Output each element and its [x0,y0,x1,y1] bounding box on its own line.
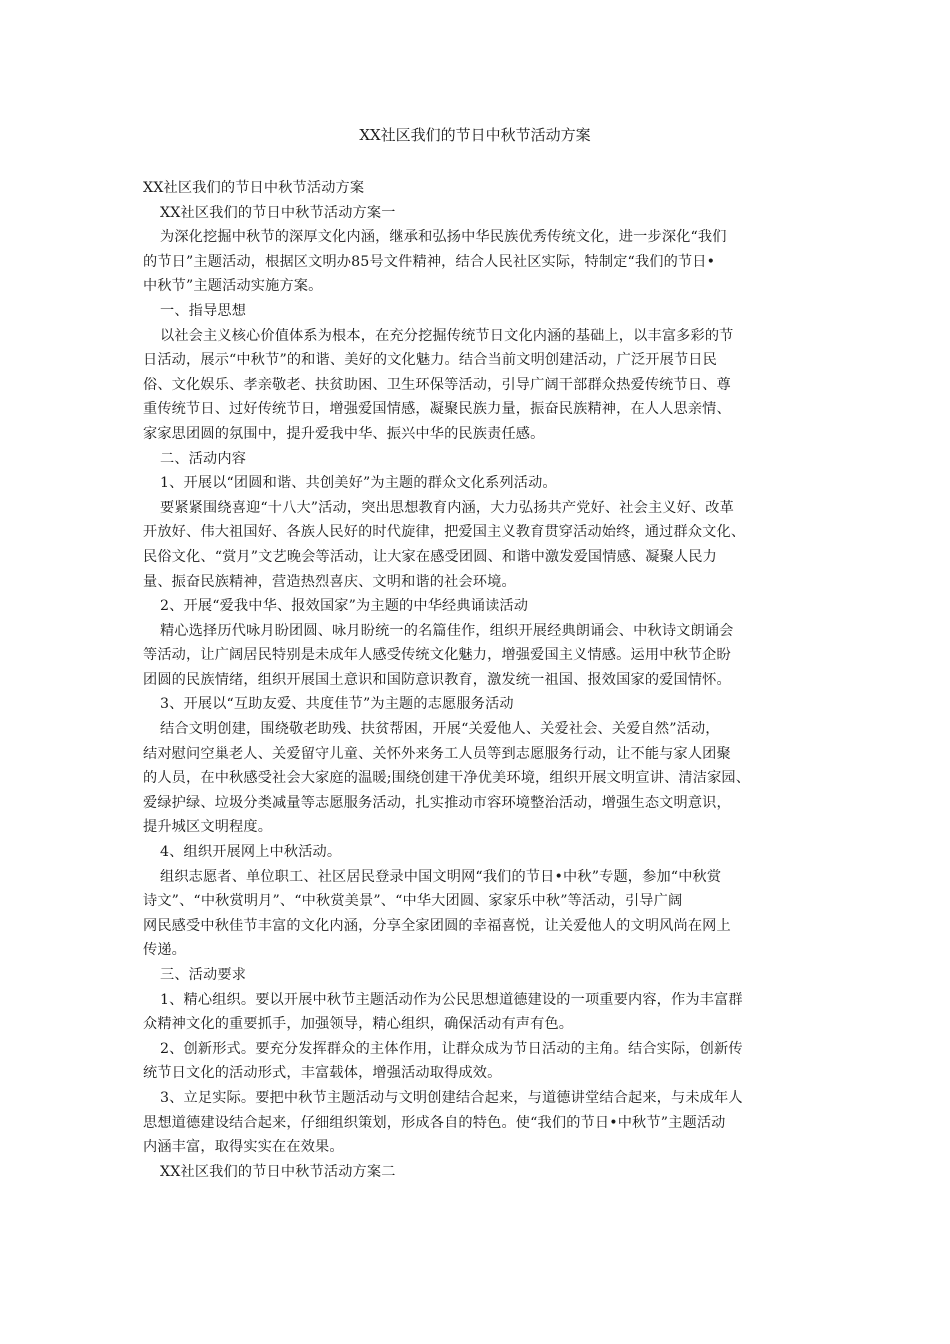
text-line: 4、组织开展网上中秋活动。 [160,844,342,861]
text-line: 要紧紧围绕喜迎“十八大”活动，突出思想教育内涵，大力弘扬共产党好、社会主义好、改革 [160,499,734,516]
text-line: 1、开展以“团圆和谐、共创美好”为主题的群众文化系列活动。 [160,475,557,492]
text-line: 结对慰问空巢老人、关爱留守儿童、关怀外来务工人员等到志愿服务行动，让不能与家人团聚 [143,745,731,762]
document-title: XX社区我们的节日中秋节活动方案 [359,126,591,144]
text-line: 传递。 [143,942,187,959]
text-line: 的节日”主题活动，根据区文明办85号文件精神，结合人民社区实际，特制定“我们的节日• [143,253,716,270]
text-line: 开放好、伟大祖国好、各族人民好的时代旋律，把爱国主义教育贯穿活动始终，通过群众文化、 [143,524,746,541]
text-line: 民俗文化、“赏月”文艺晚会等活动，让大家在感受团圆、和谐中激发爱国情感、凝聚人民力 [143,548,717,565]
text-line: 俗、文化娱乐、孝亲敬老、扶贫助困、卫生环保等活动，引导广阔干部群众热爱传统节日、尊 [143,376,731,393]
text-line: 爱绿护绿、垃圾分类减量等志愿服务活动，扎实推动市容环境整治活动，增强生态文明意识， [143,794,731,811]
text-line: 为深化挖掘中秋节的深厚文化内涵，继承和弘扬中华民族优秀传统文化，进一步深化“我们 [160,229,727,246]
text-line: 结合文明创建，围绕敬老助残、扶贫帮困，开展“关爱他人、关爱社会、关爱自然”活动， [160,721,720,738]
text-line: 中秋节”主题活动实施方案。 [143,278,323,295]
text-line: 等活动，让广阔居民特别是未成年人感受传统文化魅力，增强爱国主义情感。运用中秋节企盼 [143,647,731,664]
text-line: XX社区我们的节日中秋节活动方案二 [160,1163,396,1180]
text-line: 重传统节日、过好传统节日，增强爱国情感，凝聚民族力量，振奋民族精神，在人人思亲情、 [143,401,731,418]
text-line: 的人员，在中秋感受社会大家庭的温暖;围绕创建干净优美环境，组织开展文明宣讲、清洁家园、 [143,770,751,787]
text-line: 量、振奋民族精神，营造热烈喜庆、文明和谐的社会环境。 [143,573,516,590]
text-line: 1、精心组织。要以开展中秋节主题活动作为公民思想道德建设的一项重要内容，作为丰富群 [160,991,743,1008]
text-line: 诗文”、“中秋赏明月”、“中秋赏美景”、“中华大团圆、家家乐中秋”等活动，引导广阔 [143,893,683,910]
text-line: 家家思团圆的氛围中，提升爱我中华、振兴中华的民族责任感。 [143,425,545,442]
text-line: 以社会主义核心价值体系为根本，在充分挖掘传统节日文化内涵的基础上，以丰富多彩的节 [160,327,734,344]
text-line: 三、活动要求 [160,967,247,983]
text-line: 2、开展“爱我中华、报效国家”为主题的中华经典诵读活动 [160,598,529,615]
text-line: 团圆的民族情绪，组织开展国土意识和国防意识教育，激发统一祖国、报效国家的爱国情怀。 [143,671,731,688]
text-line: 统节日文化的活动形式，丰富载体，增强活动取得成效。 [143,1065,502,1082]
text-line: 日活动，展示“中秋节”的和谐、美好的文化魅力。结合当前文明创建活动，广泛开展节日民 [143,352,717,369]
text-line: XX社区我们的节日中秋节活动方案 [143,180,365,196]
text-line: 2、创新形式。要充分发挥群众的主体作用，让群众成为节日活动的主角。结合实际，创新传 [160,1040,743,1057]
text-line: 组织志愿者、单位职工、社区居民登录中国文明网“我们的节日•中秋”专题，参加“中秋赏 [160,868,722,885]
text-line: 精心选择历代咏月盼团圆、咏月盼统一的名篇佳作，组织开展经典朗诵会、中秋诗文朗诵会 [160,622,734,639]
text-line: 内涵丰富，取得实实在在效果。 [143,1139,344,1156]
text-line: XX社区我们的节日中秋节活动方案一 [160,204,396,221]
document-body [143,176,813,1184]
text-line: 3、立足实际。要把中秋节主题活动与文明创建结合起来，与道德讲堂结合起来，与未成年人 [160,1089,743,1106]
text-line: 一、指导思想 [160,302,247,319]
text-line: 提升城区文明程度。 [143,819,273,836]
text-line: 思想道德建设结合起来，仔细组织策划，形成各自的特色。使“我们的节日•中秋节”主题活动 [143,1114,726,1131]
text-line: 众精神文化的重要抓手，加强领导，精心组织，确保活动有声有色。 [143,1016,574,1033]
text-line: 3、开展以“互助友爱、共度佳节”为主题的志愿服务活动 [160,696,514,713]
text-line: 二、活动内容 [160,450,247,467]
text-line: 网民感受中秋佳节丰富的文化内涵，分享全家团圆的幸福喜悦，让关爱他人的文明风尚在网上 [143,917,731,934]
